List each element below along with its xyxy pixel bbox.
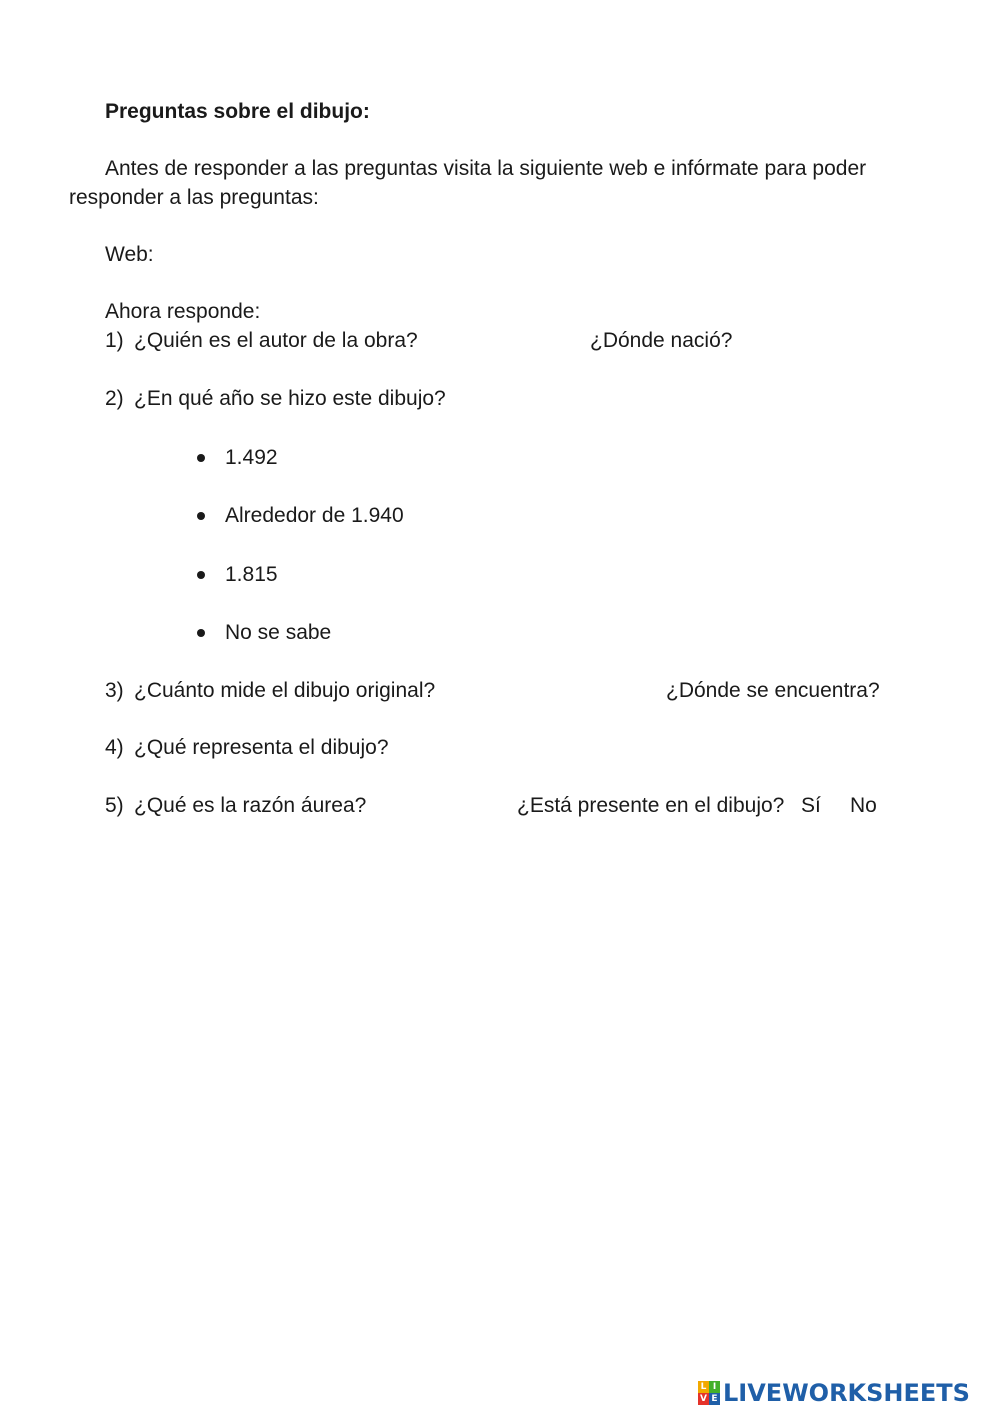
question-extra: ¿Dónde nació? xyxy=(590,329,733,352)
bullet-icon xyxy=(197,629,205,637)
question-number: 2) xyxy=(105,387,124,410)
logo-square-3: V xyxy=(698,1393,709,1405)
year-option: 1.492 xyxy=(225,446,278,469)
option-no[interactable]: No xyxy=(850,794,877,817)
question-number: 5) xyxy=(105,794,124,817)
web-label: Web: xyxy=(105,243,154,266)
question-number: 1) xyxy=(105,329,124,352)
liveworksheets-logo xyxy=(698,1378,970,1408)
question-number: 3) xyxy=(105,679,124,702)
logo-square-2: I xyxy=(709,1381,720,1393)
question-text: ¿Cuánto mide el dibujo original? xyxy=(134,679,436,702)
year-option: No se sabe xyxy=(225,621,332,644)
question-number: 4) xyxy=(105,736,124,759)
question-extra: ¿Está presente en el dibujo? xyxy=(517,794,785,817)
worksheet-title: Preguntas sobre el dibujo: xyxy=(105,100,370,123)
bullet-icon xyxy=(197,512,205,520)
year-option: Alrededor de 1.940 xyxy=(225,504,404,527)
question-text: ¿Qué es la razón áurea? xyxy=(134,794,367,817)
intro-line-1: Antes de responder a las preguntas visita la siguiente web e infórmate para poder xyxy=(105,157,867,180)
bullet-icon xyxy=(197,571,205,579)
logo-text: LIVEWORKSHEETS xyxy=(723,1379,970,1407)
option-yes[interactable]: Sí xyxy=(801,794,821,817)
logo-square-4: E xyxy=(709,1393,720,1405)
intro-line-2: responder a las preguntas: xyxy=(69,186,319,209)
question-text: ¿En qué año se hizo este dibujo? xyxy=(134,387,446,410)
logo-mark-icon xyxy=(698,1381,720,1405)
now-answer-label: Ahora responde: xyxy=(105,300,261,323)
logo-square-1: L xyxy=(698,1381,709,1393)
question-text: ¿Quién es el autor de la obra? xyxy=(134,329,418,352)
bullet-icon xyxy=(197,454,205,462)
year-option: 1.815 xyxy=(225,563,278,586)
question-text: ¿Qué representa el dibujo? xyxy=(134,736,389,759)
question-extra: ¿Dónde se encuentra? xyxy=(666,679,880,702)
